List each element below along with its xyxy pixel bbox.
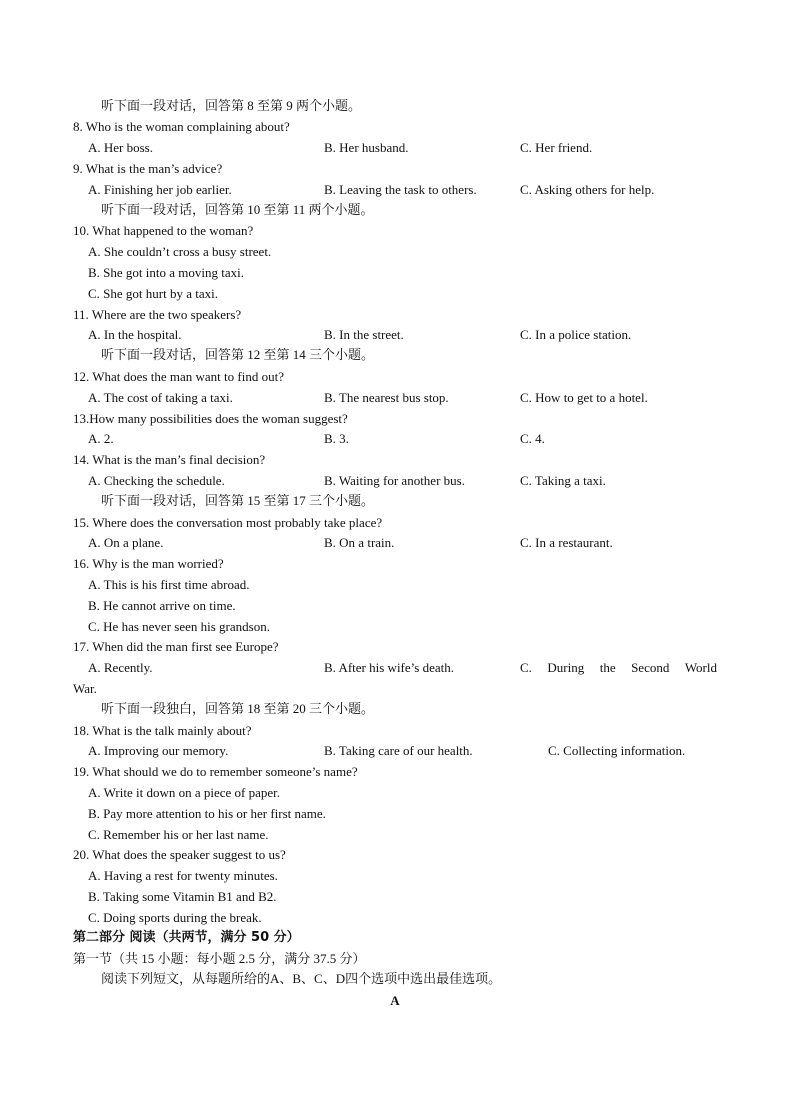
question-15-option-a: A. On a plane. bbox=[88, 535, 164, 550]
question-11-option-a: A. In the hospital. bbox=[88, 327, 182, 342]
question-20-option-b: B. Taking some Vitamin B1 and B2. bbox=[88, 889, 277, 904]
question-8-option-a: A. Her boss. bbox=[88, 140, 153, 155]
question-8-option-c: C. Her friend. bbox=[520, 140, 593, 155]
question-10-stem: 10. What happened to the woman? bbox=[73, 223, 254, 238]
instruction-q15-17: 听下面一段对话，回答第 15 至第 17 三个小题。 bbox=[101, 493, 375, 508]
question-15-stem: 15. Where does the conversation most probably take place? bbox=[73, 515, 383, 530]
question-20-option-a: A. Having a rest for twenty minutes. bbox=[88, 868, 278, 883]
question-16-option-c: C. He has never seen his grandson. bbox=[88, 619, 270, 634]
question-16-stem: 16. Why is the man worried? bbox=[73, 556, 224, 571]
question-16-option-a: A. This is his first time abroad. bbox=[88, 577, 250, 592]
question-17-option-a: A. Recently. bbox=[88, 660, 153, 675]
section-2-subheading: 第一节（共 15 小题：每小题 2.5 分，满分 37.5 分） bbox=[73, 951, 366, 966]
question-13-option-b: B. 3. bbox=[324, 431, 349, 446]
section-2-instruction: 阅读下列短文，从每题所给的A、B、C、D四个选项中选出最佳选项。 bbox=[101, 971, 502, 986]
question-9-option-b: B. Leaving the task to others. bbox=[324, 182, 477, 197]
question-18-option-c: C. Collecting information. bbox=[548, 743, 686, 758]
passage-label: A bbox=[390, 993, 400, 1008]
question-12-option-a: A. The cost of taking a taxi. bbox=[88, 390, 233, 405]
question-18-option-b: B. Taking care of our health. bbox=[324, 743, 473, 758]
question-19-option-a: A. Write it down on a piece of paper. bbox=[88, 785, 281, 800]
question-14-option-a: A. Checking the schedule. bbox=[88, 473, 225, 488]
instruction-q18-20: 听下面一段独白，回答第 18 至第 20 三个小题。 bbox=[101, 701, 375, 716]
question-12-option-c: C. How to get to a hotel. bbox=[520, 390, 648, 405]
question-12-stem: 12. What does the man want to find out? bbox=[73, 369, 284, 384]
question-14-option-c: C. Taking a taxi. bbox=[520, 473, 606, 488]
question-19-stem: 19. What should we do to remember someone’s name? bbox=[73, 764, 358, 779]
question-20-stem: 20. What does the speaker suggest to us? bbox=[73, 847, 286, 862]
question-10-option-a: A. She couldn’t cross a busy street. bbox=[88, 244, 272, 259]
question-18-stem: 18. What is the talk mainly about? bbox=[73, 723, 252, 738]
instruction-q12-14: 听下面一段对话，回答第 12 至第 14 三个小题。 bbox=[101, 347, 375, 362]
question-17-stem: 17. When did the man first see Europe? bbox=[73, 639, 279, 654]
question-13-option-c: C. 4. bbox=[520, 431, 545, 446]
option-c-word: During bbox=[547, 660, 585, 675]
question-9-option-a: A. Finishing her job earlier. bbox=[88, 182, 232, 197]
question-12-option-b: B. The nearest bus stop. bbox=[324, 390, 449, 405]
question-16-option-b: B. He cannot arrive on time. bbox=[88, 598, 236, 613]
question-13-option-a: A. 2. bbox=[88, 431, 114, 446]
question-10-option-b: B. She got into a moving taxi. bbox=[88, 265, 244, 280]
question-19-option-b: B. Pay more attention to his or her first name. bbox=[88, 806, 326, 821]
section-2-heading: 第二部分 阅读（共两节，满分 50 分） bbox=[73, 930, 300, 945]
question-17-option-b: B. After his wife’s death. bbox=[324, 660, 454, 675]
question-17-option-c-continued: War. bbox=[73, 681, 97, 696]
question-8-option-b: B. Her husband. bbox=[324, 140, 409, 155]
option-c-word: the bbox=[599, 660, 616, 675]
question-15-option-b: B. On a train. bbox=[324, 535, 395, 550]
question-14-option-b: B. Waiting for another bus. bbox=[324, 473, 465, 488]
question-15-option-c: C. In a restaurant. bbox=[520, 535, 613, 550]
question-9-stem: 9. What is the man’s advice? bbox=[73, 161, 223, 176]
question-18-option-a: A. Improving our memory. bbox=[88, 743, 229, 758]
question-13-stem: 13.How many possibilities does the woman suggest? bbox=[73, 411, 348, 426]
question-14-stem: 14. What is the man’s final decision? bbox=[73, 452, 266, 467]
question-20-option-c: C. Doing sports during the break. bbox=[88, 910, 262, 925]
instruction-q10-11: 听下面一段对话，回答第 10 至第 11 两个小题。 bbox=[101, 202, 374, 217]
option-c-word: Second bbox=[631, 660, 670, 675]
question-17-option-c bbox=[520, 659, 717, 677]
instruction-q8-9: 听下面一段对话，回答第 8 至第 9 两个小题。 bbox=[101, 98, 362, 113]
option-c-word: World bbox=[684, 660, 717, 675]
question-11-stem: 11. Where are the two speakers? bbox=[73, 307, 242, 322]
question-8-stem: 8. Who is the woman complaining about? bbox=[73, 119, 290, 134]
question-9-option-c: C. Asking others for help. bbox=[520, 182, 655, 197]
question-11-option-c: C. In a police station. bbox=[520, 327, 632, 342]
question-19-option-c: C. Remember his or her last name. bbox=[88, 827, 269, 842]
question-11-option-b: B. In the street. bbox=[324, 327, 404, 342]
option-c-word: C. bbox=[520, 660, 532, 675]
question-10-option-c: C. She got hurt by a taxi. bbox=[88, 286, 218, 301]
